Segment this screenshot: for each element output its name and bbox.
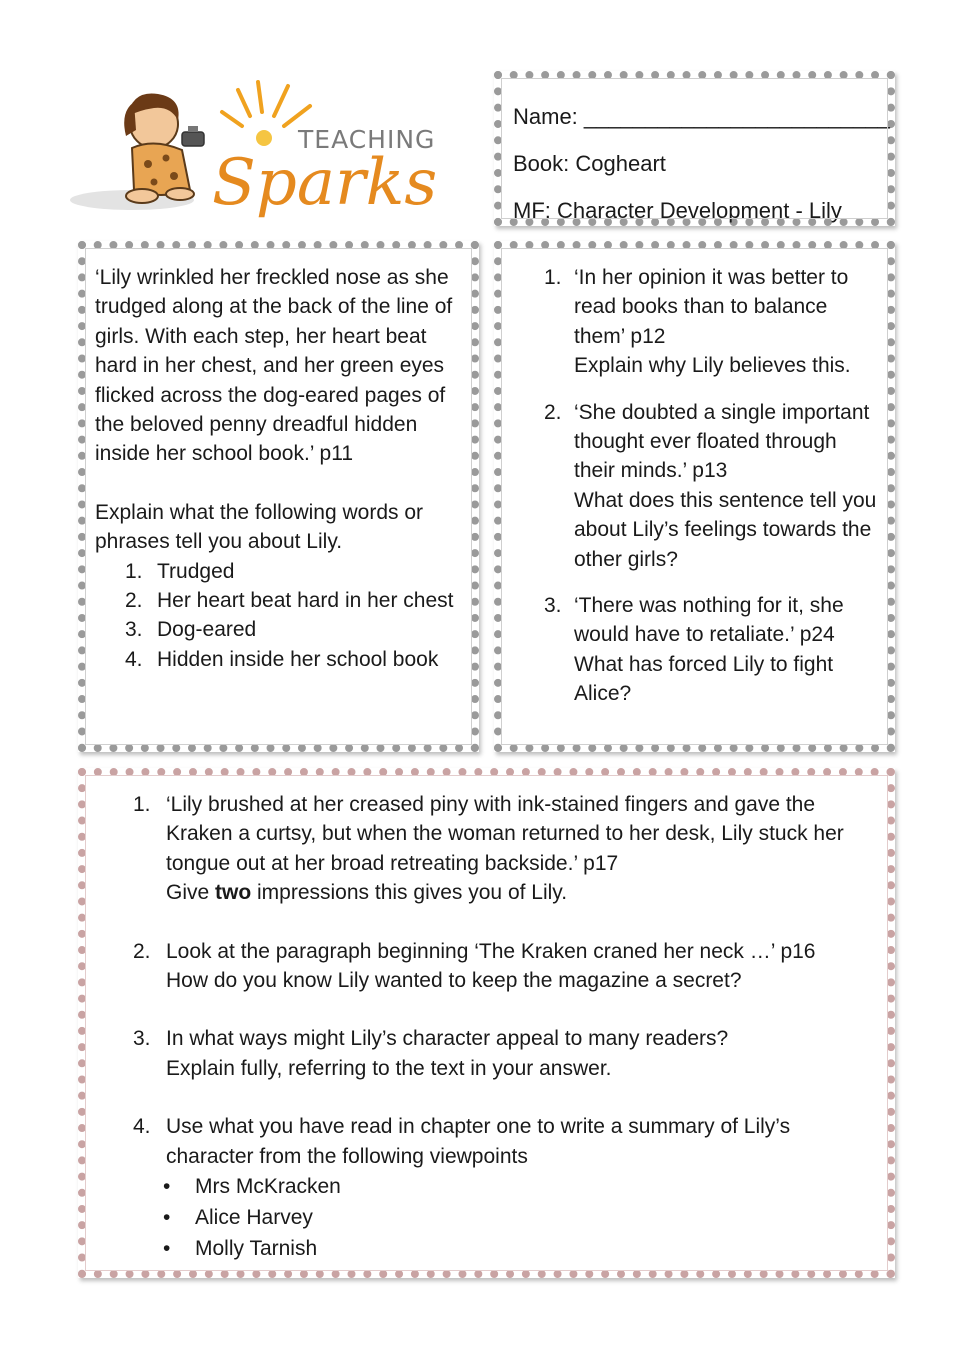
list-item: • Mrs McKracken: [163, 1175, 341, 1199]
quote-analysis-box: [78, 241, 479, 752]
book-row: [513, 140, 887, 187]
extended-questions-box: [78, 768, 895, 1278]
list-item: 3. Dog-eared: [125, 618, 257, 642]
question-quote: ‘In her opinion it was better to read books than to balance them’ p12: [574, 266, 849, 348]
book-title: Cogheart: [575, 151, 666, 176]
name-blank-line[interactable]: _________________________: [583, 104, 890, 129]
left-quote: ‘Lily wrinkled her freckled nose as she trudged along at the back of the line of girls. With each step, her heart beat hard in her chest, and her green eyes flicked across the dog-eared pages of the beloved penny dreadful hidden inside her school book.’ p11: [95, 266, 453, 466]
question-item: 4. Use what you have read in chapter one to write a summary of Lily’s character from the following viewpoints • Mrs McKracken • Alice Harvey • Molly Tarnish: [133, 1112, 881, 1264]
question-item: 2. ‘She doubted a single important thought ever floated through their minds.’ p13 What does this sentence tell you about Lily’s feelings towards the other girls?: [544, 398, 879, 574]
name-label: Name:: [513, 104, 578, 129]
list-item: 2. Her heart beat hard in her chest: [125, 589, 454, 613]
logo-text-teaching: TEACHING: [298, 125, 436, 154]
question-text: Use what you have read in chapter one to write a summary of Lily’s character from the following viewpoints: [166, 1115, 791, 1168]
mf-label: MF:: [513, 198, 551, 223]
question-text: Explain why Lily believes this.: [574, 354, 851, 378]
question-text: What has forced Lily to fight Alice?: [574, 652, 834, 706]
viewpoint-list: [133, 1171, 881, 1264]
teaching-sparks-logo: [62, 72, 452, 222]
question-item: 1. ‘In her opinion it was better to read books than to balance them’ p12 Explain why Lily believes this.: [544, 263, 879, 381]
list-item: 4. Hidden inside her school book: [125, 647, 439, 671]
name-row: [513, 93, 890, 140]
left-instruction: Explain what the following words or phrases tell you about Lily.: [95, 500, 424, 554]
list-item: • Alice Harvey: [163, 1206, 313, 1230]
caveman-icon: [124, 93, 204, 203]
question-quote: ‘She doubted a single important thought ever floated through their minds.’ p13: [574, 400, 870, 483]
question-text: Look at the paragraph beginning ‘The Kraken craned her neck …’ p16: [166, 939, 816, 963]
question-text: Explain fully, referring to the text in your answer.: [166, 1056, 612, 1080]
question-text: What does this sentence tell you about Lily’s feelings towards the other girls?: [574, 488, 877, 571]
question-quote: ‘Lily brushed at her creased piny with ink-stained fingers and gave the Kraken a curtsy, but when the woman returned to her desk, Lily stuck her tongue out at her broad retreating backside.’ p17: [166, 793, 844, 875]
question-text: In what ways might Lily’s character appeal to many readers?: [166, 1027, 729, 1051]
question-list: [544, 263, 879, 709]
question-item: 1. ‘Lily brushed at her creased piny with ink-stained fingers and gave the Kraken a curtsy, but when the woman returned to her desk, Lily stuck her tongue out at her broad retreating backside.’ p17 Give two impressions this gives you of Lily.: [133, 790, 881, 908]
list-item: 1. Trudged: [125, 559, 235, 583]
question-item: 3. ‘There was nothing for it, she would have to retaliate.’ p24 What has forced Lily to fight Alice?: [544, 591, 879, 709]
spark-rays-icon: [222, 82, 310, 126]
student-info-box: [494, 71, 895, 226]
list-item: • Molly Tarnish: [163, 1237, 318, 1261]
extended-question-list: [133, 790, 881, 1264]
logo-text-sparks: Sparks: [212, 146, 438, 220]
word-list: [95, 557, 461, 675]
questions-box: [494, 241, 895, 752]
book-label: Book:: [513, 151, 570, 176]
mf-row: [513, 187, 887, 234]
question-quote: ‘There was nothing for it, she would have to retaliate.’ p24: [574, 594, 844, 647]
mf-value: Character Development - Lily: [557, 198, 842, 223]
question-item: 3. In what ways might Lily’s character appeal to many readers? Explain fully, referring to the text in your answer.: [133, 1024, 881, 1083]
question-item: 2. Look at the paragraph beginning ‘The Kraken craned her neck …’ p16 How do you know Lily wanted to keep the magazine a secret?: [133, 937, 881, 996]
question-text: How do you know Lily wanted to keep the magazine a secret?: [166, 969, 742, 993]
question-text: Give two impressions this gives you of Lily.: [166, 881, 568, 905]
